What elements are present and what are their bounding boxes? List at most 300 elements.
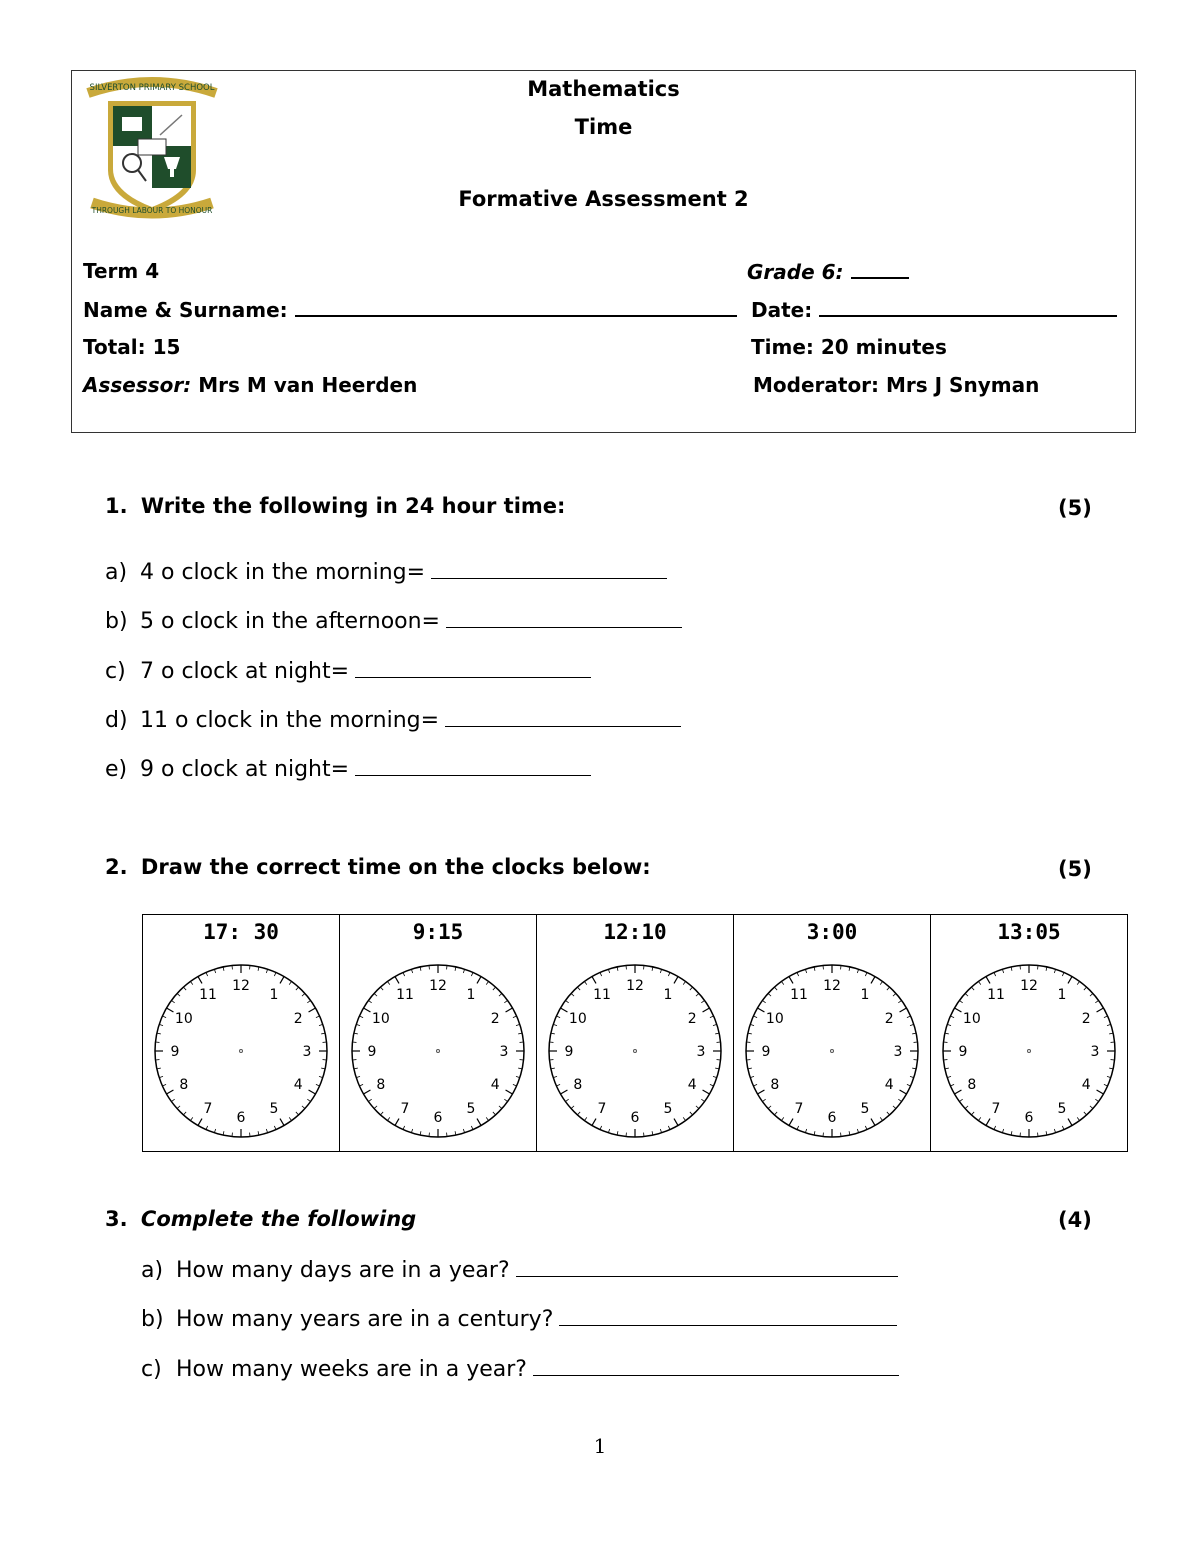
clock-tick xyxy=(1095,1099,1098,1101)
total-label: Total: 15 xyxy=(83,335,181,359)
clock-center-dot xyxy=(634,1050,637,1053)
clock-tick xyxy=(959,1099,962,1101)
clock-face[interactable] xyxy=(941,959,1118,1141)
topic-title: Time xyxy=(574,115,633,139)
clock-number: 1 xyxy=(466,986,476,1003)
clock-tick xyxy=(571,993,574,996)
question-2-marks: (5) xyxy=(1058,857,1092,881)
clock-tick xyxy=(1077,1117,1079,1120)
q1-answer-blank[interactable] xyxy=(445,706,681,727)
clock-tick xyxy=(302,1106,305,1109)
q3-item-label: b) xyxy=(141,1307,164,1332)
clock-tick xyxy=(955,1008,962,1012)
clock-number: 11 xyxy=(987,986,1005,1003)
clock-number: 9 xyxy=(958,1044,968,1060)
question-3-heading xyxy=(105,1207,416,1231)
q1-item-text: 9 o clock at night= xyxy=(140,757,350,782)
clock-tick xyxy=(592,977,596,984)
clock-tick xyxy=(978,981,980,984)
clock-tick xyxy=(865,1126,867,1130)
clock-tick xyxy=(774,1112,777,1115)
clock-tick xyxy=(871,977,875,984)
clock-tick xyxy=(206,1126,208,1130)
assessor-field xyxy=(83,373,417,397)
clock-tick xyxy=(668,972,670,976)
clock-tick xyxy=(1097,1090,1104,1094)
clock-tick xyxy=(561,1090,568,1094)
clock-tick xyxy=(577,1112,580,1115)
clock-tick xyxy=(900,1090,907,1094)
crest-bottom-text: THROUGH LABOUR TO HONOUR xyxy=(91,206,213,215)
clock-number: 4 xyxy=(687,1077,697,1093)
clock-tick xyxy=(690,987,693,990)
clock-tick xyxy=(198,1119,202,1126)
clock-tick xyxy=(162,1084,166,1086)
clock-tick xyxy=(690,1112,693,1115)
clock-tick xyxy=(1090,1106,1093,1109)
clock-number: 2 xyxy=(293,1011,303,1027)
clock-tick xyxy=(781,1117,783,1120)
clock-tick xyxy=(950,1084,954,1086)
question-2-number: 2. xyxy=(105,855,128,879)
clock-tick xyxy=(880,981,882,984)
clock-tick xyxy=(710,1016,714,1018)
clock-tick xyxy=(683,981,685,984)
clock-tick xyxy=(1068,1119,1072,1126)
clock-tick xyxy=(274,1126,276,1130)
clock-tick xyxy=(171,1099,174,1101)
clock-number: 7 xyxy=(597,1101,607,1118)
clock-tick xyxy=(871,1119,875,1126)
clock-number: 12 xyxy=(1020,978,1038,994)
clock-number: 1 xyxy=(860,986,870,1003)
clock-tick xyxy=(556,1084,560,1086)
clock-number: 1 xyxy=(663,986,673,1003)
clock-tick xyxy=(577,987,580,990)
clock-cell xyxy=(143,915,340,1151)
clock-tick xyxy=(797,972,799,976)
clock-tick xyxy=(1084,987,1087,990)
q3-answer-blank[interactable] xyxy=(533,1355,899,1376)
clock-tick xyxy=(887,1112,890,1115)
clock-tick xyxy=(171,1000,174,1002)
clock-center-dot xyxy=(240,1050,243,1053)
clock-time-label: 13:05 xyxy=(997,920,1061,944)
clock-cell xyxy=(340,915,537,1151)
clock-face[interactable] xyxy=(350,959,527,1141)
clock-tick xyxy=(177,1106,180,1109)
q3-item-text: How many weeks are in a year? xyxy=(176,1357,527,1382)
clock-number: 7 xyxy=(400,1101,410,1118)
q1-item-text: 5 o clock in the afternoon= xyxy=(140,609,440,634)
clock-tick xyxy=(600,972,602,976)
clock-tick xyxy=(374,993,377,996)
clock-number: 9 xyxy=(170,1044,180,1060)
clock-tick xyxy=(162,1016,166,1018)
assessment-title: Formative Assessment 2 xyxy=(458,187,749,211)
clock-tick xyxy=(280,977,284,984)
clock-number: 10 xyxy=(568,1011,587,1027)
clock-tick xyxy=(781,981,783,984)
q3-item-label: a) xyxy=(141,1258,164,1283)
clock-tick xyxy=(395,977,399,984)
q1-item-b xyxy=(105,607,682,634)
clock-number: 11 xyxy=(593,986,611,1003)
clock-tick xyxy=(898,1099,901,1101)
clock-number: 2 xyxy=(490,1011,500,1027)
clock-number: 8 xyxy=(967,1077,977,1093)
q1-item-d xyxy=(105,706,681,733)
clock-number: 12 xyxy=(823,978,841,994)
clock-tick xyxy=(797,1126,799,1130)
clock-number: 5 xyxy=(663,1101,673,1118)
clock-tick xyxy=(1104,1084,1108,1086)
clock-number: 2 xyxy=(1081,1011,1091,1027)
clock-number: 5 xyxy=(1057,1101,1067,1118)
grade-label: Grade 6: xyxy=(747,260,844,284)
term-label: Term 4 xyxy=(83,259,160,283)
date-blank[interactable] xyxy=(819,297,1117,317)
clock-number: 11 xyxy=(199,986,217,1003)
clock-tick xyxy=(359,1016,363,1018)
q1-answer-blank[interactable] xyxy=(446,607,682,628)
clock-tick xyxy=(907,1016,911,1018)
clock-tick xyxy=(1062,972,1064,976)
crest-top-text: SILVERTON PRIMARY SCHOOL xyxy=(89,83,215,93)
clock-tick xyxy=(504,1099,507,1101)
clock-time-label: 9:15 xyxy=(412,920,464,944)
clock-tick xyxy=(364,1008,371,1012)
clock-number: 6 xyxy=(1024,1110,1034,1126)
clock-number: 1 xyxy=(1057,986,1067,1003)
clock-tick xyxy=(493,1112,496,1115)
clock-tick xyxy=(274,972,276,976)
clock-number: 7 xyxy=(991,1101,1001,1118)
clock-number: 3 xyxy=(696,1044,706,1060)
clock-tick xyxy=(309,1090,316,1094)
question-3-marks: (4) xyxy=(1058,1208,1092,1232)
clock-tick xyxy=(307,1099,310,1101)
q3-item-b xyxy=(141,1305,897,1332)
clock-number: 5 xyxy=(269,1101,279,1118)
clock-tick xyxy=(395,1119,399,1126)
clock-tick xyxy=(584,981,586,984)
clock-tick xyxy=(701,1099,704,1101)
q1-item-label: d) xyxy=(105,708,128,733)
date-label: Date: xyxy=(751,298,813,322)
clock-tick xyxy=(190,981,192,984)
clock-number: 9 xyxy=(761,1044,771,1060)
clock-tick xyxy=(471,972,473,976)
clock-number: 10 xyxy=(962,1011,981,1027)
clock-number: 11 xyxy=(396,986,414,1003)
q1-item-text: 11 o clock in the morning= xyxy=(140,708,440,733)
clock-tick xyxy=(1104,1016,1108,1018)
clock-face[interactable] xyxy=(547,959,724,1141)
clock-number: 11 xyxy=(790,986,808,1003)
grade-blank[interactable] xyxy=(851,259,909,279)
name-field xyxy=(83,297,737,322)
clock-number: 10 xyxy=(765,1011,784,1027)
clock-tick xyxy=(703,1008,710,1012)
clock-tick xyxy=(486,1117,488,1120)
clock-tick xyxy=(789,1119,793,1126)
clock-tick xyxy=(486,981,488,984)
clock-tick xyxy=(380,1112,383,1115)
clock-number: 2 xyxy=(687,1011,697,1027)
clock-tick xyxy=(289,981,291,984)
q1-item-a xyxy=(105,558,667,585)
clock-number: 8 xyxy=(179,1077,189,1093)
clock-tick xyxy=(674,1119,678,1126)
clock-tick xyxy=(950,1016,954,1018)
clock-cell xyxy=(734,915,931,1151)
clock-tick xyxy=(403,1126,405,1130)
clock-tick xyxy=(1068,977,1072,984)
clock-tick xyxy=(768,1106,771,1109)
clock-tick xyxy=(499,993,502,996)
clock-tick xyxy=(359,1084,363,1086)
clock-tick xyxy=(994,1126,996,1130)
q1-item-e xyxy=(105,755,591,782)
clock-tick xyxy=(971,1112,974,1115)
clock-tick xyxy=(183,987,186,990)
clock-tick xyxy=(309,1008,316,1012)
q1-item-c xyxy=(105,657,591,684)
q1-answer-blank[interactable] xyxy=(355,755,591,776)
clock-tick xyxy=(893,1106,896,1109)
page-number: 1 xyxy=(593,1434,607,1458)
clock-tick xyxy=(978,1117,980,1120)
clock-tick xyxy=(710,1084,714,1086)
q1-item-text: 4 o clock in the morning= xyxy=(140,560,426,585)
clock-tick xyxy=(965,1106,968,1109)
question-1-marks: (5) xyxy=(1058,496,1092,520)
clock-number: 6 xyxy=(630,1110,640,1126)
clock-tick xyxy=(316,1016,320,1018)
clock-tick xyxy=(477,977,481,984)
clock-tick xyxy=(506,1008,513,1012)
clock-tick xyxy=(403,972,405,976)
clock-center-dot xyxy=(437,1050,440,1053)
clock-tick xyxy=(183,1112,186,1115)
clock-tick xyxy=(789,977,793,984)
clock-tick xyxy=(368,1099,371,1101)
clock-number: 7 xyxy=(794,1101,804,1118)
clock-number: 3 xyxy=(893,1044,903,1060)
clock-tick xyxy=(561,1008,568,1012)
clock-tick xyxy=(296,1112,299,1115)
q3-item-a xyxy=(141,1256,898,1283)
clock-time-label: 3:00 xyxy=(806,920,858,944)
clock-number: 8 xyxy=(376,1077,386,1093)
q1-answer-blank[interactable] xyxy=(431,558,667,579)
clock-tick xyxy=(368,1000,371,1002)
clock-tick xyxy=(499,1106,502,1109)
clock-tick xyxy=(316,1084,320,1086)
q1-item-text: 7 o clock at night= xyxy=(140,659,350,684)
clock-number: 6 xyxy=(827,1110,837,1126)
clock-tick xyxy=(600,1126,602,1130)
clock-tick xyxy=(887,987,890,990)
clock-tick xyxy=(565,1000,568,1002)
clock-time-label: 17: 30 xyxy=(203,920,279,944)
clock-number: 9 xyxy=(367,1044,377,1060)
assessor-label: Assessor: xyxy=(83,373,192,397)
clock-face[interactable] xyxy=(153,959,330,1141)
clock-tick xyxy=(758,1090,765,1094)
clock-table xyxy=(142,914,1128,1152)
clock-tick xyxy=(753,1016,757,1018)
q1-item-label: b) xyxy=(105,609,128,634)
clock-tick xyxy=(513,1016,517,1018)
clock-tick xyxy=(774,987,777,990)
clock-tick xyxy=(387,981,389,984)
clock-tick xyxy=(380,987,383,990)
clock-tick xyxy=(280,1119,284,1126)
clock-tick xyxy=(893,993,896,996)
clock-tick xyxy=(1062,1126,1064,1130)
clock-tick xyxy=(387,1117,389,1120)
clock-number: 2 xyxy=(884,1011,894,1027)
clock-tick xyxy=(1090,993,1093,996)
clock-number: 5 xyxy=(860,1101,870,1118)
clock-tick xyxy=(965,993,968,996)
q3-item-c xyxy=(141,1355,899,1382)
clock-tick xyxy=(506,1090,513,1094)
question-3-number: 3. xyxy=(105,1207,128,1231)
clock-tick xyxy=(907,1084,911,1086)
clock-number: 5 xyxy=(466,1101,476,1118)
clock-tick xyxy=(1077,981,1079,984)
clock-tick xyxy=(994,972,996,976)
header-box xyxy=(71,70,1136,433)
q3-item-text: How many years are in a century? xyxy=(176,1307,554,1332)
clock-number: 10 xyxy=(371,1011,390,1027)
clock-cell xyxy=(537,915,734,1151)
time-allowed-label: Time: 20 minutes xyxy=(751,335,947,359)
clock-tick xyxy=(198,977,202,984)
clock-tick xyxy=(206,972,208,976)
clock-number: 1 xyxy=(269,986,279,1003)
moderator-field xyxy=(753,373,1039,397)
clock-tick xyxy=(289,1117,291,1120)
clock-face[interactable] xyxy=(744,959,921,1141)
clock-tick xyxy=(986,977,990,984)
clock-tick xyxy=(668,1126,670,1130)
moderator-label: Moderator: xyxy=(753,373,880,397)
clock-time-label: 12:10 xyxy=(603,920,667,944)
clock-number: 12 xyxy=(626,978,644,994)
q1-item-label: a) xyxy=(105,560,128,585)
clock-number: 6 xyxy=(236,1110,246,1126)
question-1-number: 1. xyxy=(105,494,128,518)
clock-tick xyxy=(556,1016,560,1018)
clock-tick xyxy=(762,1000,765,1002)
clock-center-dot xyxy=(831,1050,834,1053)
clock-tick xyxy=(674,977,678,984)
clock-tick xyxy=(959,1000,962,1002)
clock-number: 6 xyxy=(433,1110,443,1126)
subject-title: Mathematics xyxy=(527,77,680,101)
clock-number: 10 xyxy=(174,1011,193,1027)
date-field xyxy=(751,297,1117,322)
clock-tick xyxy=(177,993,180,996)
clock-tick xyxy=(768,993,771,996)
name-label: Name & Surname: xyxy=(83,298,288,322)
q3-item-label: c) xyxy=(141,1357,162,1382)
question-2-heading xyxy=(105,855,651,879)
clock-number: 4 xyxy=(1081,1077,1091,1093)
clock-tick xyxy=(865,972,867,976)
clock-tick xyxy=(565,1099,568,1101)
clock-tick xyxy=(955,1090,962,1094)
clock-tick xyxy=(364,1090,371,1094)
clock-tick xyxy=(167,1090,174,1094)
clock-tick xyxy=(374,1106,377,1109)
assessor-name: Mrs M van Heerden xyxy=(198,373,418,397)
clock-tick xyxy=(971,987,974,990)
clock-tick xyxy=(302,993,305,996)
clock-tick xyxy=(701,1000,704,1002)
clock-tick xyxy=(190,1117,192,1120)
q3-item-text: How many days are in a year? xyxy=(176,1258,510,1283)
question-1-heading xyxy=(105,494,565,518)
name-blank[interactable] xyxy=(295,297,737,317)
clock-tick xyxy=(571,1106,574,1109)
clock-tick xyxy=(758,1008,765,1012)
clock-number: 7 xyxy=(203,1101,213,1118)
clock-tick xyxy=(753,1084,757,1086)
clock-number: 12 xyxy=(232,978,250,994)
clock-number: 8 xyxy=(770,1077,780,1093)
clock-tick xyxy=(703,1090,710,1094)
clock-tick xyxy=(986,1119,990,1126)
clock-number: 12 xyxy=(429,978,447,994)
clock-tick xyxy=(513,1084,517,1086)
clock-tick xyxy=(880,1117,882,1120)
clock-tick xyxy=(898,1000,901,1002)
clock-number: 8 xyxy=(573,1077,583,1093)
clock-number: 9 xyxy=(564,1044,574,1060)
q1-answer-blank[interactable] xyxy=(355,657,591,678)
clock-tick xyxy=(696,1106,699,1109)
clock-tick xyxy=(307,1000,310,1002)
clock-number: 3 xyxy=(302,1044,312,1060)
q3-answer-blank[interactable] xyxy=(516,1256,898,1277)
clock-tick xyxy=(493,987,496,990)
clock-tick xyxy=(296,987,299,990)
clock-tick xyxy=(1097,1008,1104,1012)
clock-number: 4 xyxy=(490,1077,500,1093)
clock-tick xyxy=(683,1117,685,1120)
clock-tick xyxy=(1095,1000,1098,1002)
question-1-prompt: Write the following in 24 hour time: xyxy=(140,494,566,518)
clock-tick xyxy=(1084,1112,1087,1115)
clock-number: 3 xyxy=(499,1044,509,1060)
clock-number: 4 xyxy=(884,1077,894,1093)
q3-answer-blank[interactable] xyxy=(559,1305,897,1326)
clock-tick xyxy=(592,1119,596,1126)
clock-tick xyxy=(900,1008,907,1012)
clock-tick xyxy=(504,1000,507,1002)
moderator-name: Mrs J Snyman xyxy=(886,373,1040,397)
clock-tick xyxy=(696,993,699,996)
clock-number: 4 xyxy=(293,1077,303,1093)
clock-number: 3 xyxy=(1090,1044,1100,1060)
clock-tick xyxy=(762,1099,765,1101)
clock-center-dot xyxy=(1028,1050,1031,1053)
